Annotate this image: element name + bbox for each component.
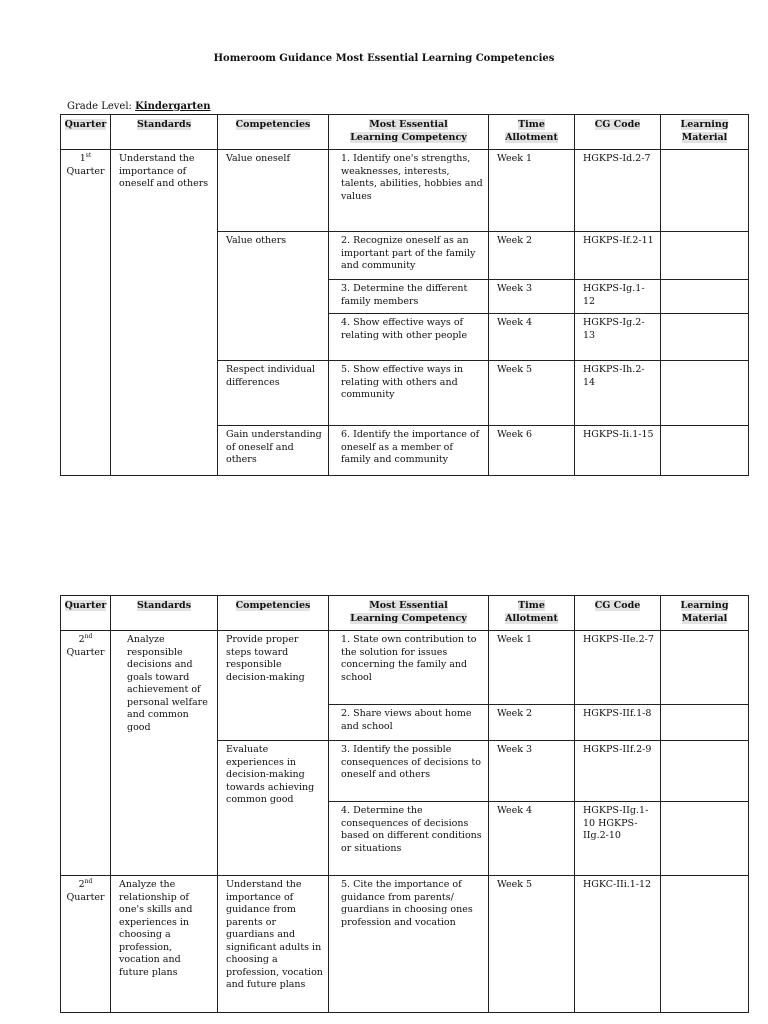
standard-cell: Analyze responsible decisions and goals toward achievement of personal welfare and common good (111, 631, 218, 876)
table-row (61, 876, 749, 1013)
competency-cell: Understand the importance of guidance from parents or guardians and significant adults in choosing a profession, vocation and future plans (218, 876, 329, 1013)
cg-code-cell: HGKPS-Ig.2-13 (575, 314, 661, 361)
standard-cell: Understand the importance of oneself and others (111, 150, 218, 476)
competency-table-q1 (60, 114, 749, 476)
learning-material-cell (661, 314, 749, 361)
cg-code-cell: HGKPS-Ii.1-15 (575, 426, 661, 476)
cg-code-cell: HGKPS-If.2-11 (575, 232, 661, 280)
week-cell: Week 3 (489, 741, 575, 802)
header-time-allotment: Time Allotment (489, 596, 575, 631)
header-row (61, 596, 749, 631)
competency-table-q2 (60, 595, 749, 1013)
melc-cell: 3. Identify the possible consequences of decisions to oneself and others (329, 741, 489, 802)
learning-material-cell (661, 280, 749, 314)
week-cell: Week 2 (489, 705, 575, 741)
learning-material-cell (661, 150, 749, 232)
competency-cell: Provide proper steps toward responsible decision-making (218, 631, 329, 741)
week-cell: Week 5 (489, 876, 575, 1013)
header-quarter: Quarter (61, 115, 111, 150)
header-cg-code: CG Code (575, 596, 661, 631)
grade-level-label: Grade Level: (67, 101, 132, 112)
learning-material-cell (661, 876, 749, 1013)
header-cg-code: CG Code (575, 115, 661, 150)
grade-level (67, 101, 211, 112)
header-standards: Standards (111, 115, 218, 150)
week-cell: Week 3 (489, 280, 575, 314)
header-time-allotment: Time Allotment (489, 115, 575, 150)
standard-cell: Analyze the relationship of one's skills and experiences in choosing a profession, vocation and future plans (111, 876, 218, 1013)
melc-cell: 5. Show effective ways in relating with others and community (329, 361, 489, 426)
quarter-cell: 2nd Quarter (61, 876, 111, 1013)
cg-code-cell: HGKPS-IIf.2-9 (575, 741, 661, 802)
melc-cell: 4. Determine the consequences of decisions based on different conditions or situations (329, 802, 489, 876)
competency-cell: Value oneself (218, 150, 329, 232)
week-cell: Week 1 (489, 631, 575, 705)
learning-material-cell (661, 361, 749, 426)
learning-material-cell (661, 426, 749, 476)
cg-code-cell: HGKPS-Ig.1-12 (575, 280, 661, 314)
table-row (61, 150, 749, 232)
week-cell: Week 2 (489, 232, 575, 280)
competency-cell: Evaluate experiences in decision-making towards achieving common good (218, 741, 329, 876)
cg-code-cell: HGKPS-IIf.1-8 (575, 705, 661, 741)
melc-cell: 1. State own contribution to the solution for issues concerning the family and school (329, 631, 489, 705)
week-cell: Week 4 (489, 802, 575, 876)
cg-code-cell: HGKPS-IIe.2-7 (575, 631, 661, 705)
melc-cell: 2. Recognize oneself as an important part of the family and community (329, 232, 489, 280)
header-standards: Standards (111, 596, 218, 631)
header-row (61, 115, 749, 150)
learning-material-cell (661, 802, 749, 876)
week-cell: Week 6 (489, 426, 575, 476)
header-quarter: Quarter (61, 596, 111, 631)
quarter-cell: 1st Quarter (61, 150, 111, 476)
cg-code-cell: HGKC-IIi.1-12 (575, 876, 661, 1013)
competency-cell: Respect individual differences (218, 361, 329, 426)
table-row (61, 631, 749, 705)
competency-cell: Gain understanding of oneself and others (218, 426, 329, 476)
learning-material-cell (661, 741, 749, 802)
cg-code-cell: HGKPS-IIg.1-10 HGKPS-IIg.2-10 (575, 802, 661, 876)
melc-cell: 6. Identify the importance of oneself as a member of family and community (329, 426, 489, 476)
melc-cell: 3. Determine the different family members (329, 280, 489, 314)
melc-cell: 4. Show effective ways of relating with other people (329, 314, 489, 361)
cg-code-cell: HGKPS-Id.2-7 (575, 150, 661, 232)
week-cell: Week 4 (489, 314, 575, 361)
header-competencies: Competencies (218, 596, 329, 631)
melc-cell: 2. Share views about home and school (329, 705, 489, 741)
header-learning-material: Learning Material (661, 596, 749, 631)
week-cell: Week 1 (489, 150, 575, 232)
competency-cell: Value others (218, 232, 329, 361)
learning-material-cell (661, 705, 749, 741)
header-melc: Most Essential Learning Competency (329, 115, 489, 150)
grade-level-value: Kindergarten (135, 101, 211, 112)
week-cell: Week 5 (489, 361, 575, 426)
header-melc: Most Essential Learning Competency (329, 596, 489, 631)
header-competencies: Competencies (218, 115, 329, 150)
header-learning-material: Learning Material (661, 115, 749, 150)
document-title: Homeroom Guidance Most Essential Learning Competencies (213, 53, 555, 64)
melc-cell: 5. Cite the importance of guidance from parents/ guardians in choosing ones profession and vocation (329, 876, 489, 1013)
melc-cell: 1. Identify one's strengths, weaknesses, interests, talents, abilities, hobbies and values (329, 150, 489, 232)
learning-material-cell (661, 232, 749, 280)
cg-code-cell: HGKPS-Ih.2-14 (575, 361, 661, 426)
learning-material-cell (661, 631, 749, 705)
quarter-cell: 2nd Quarter (61, 631, 111, 876)
